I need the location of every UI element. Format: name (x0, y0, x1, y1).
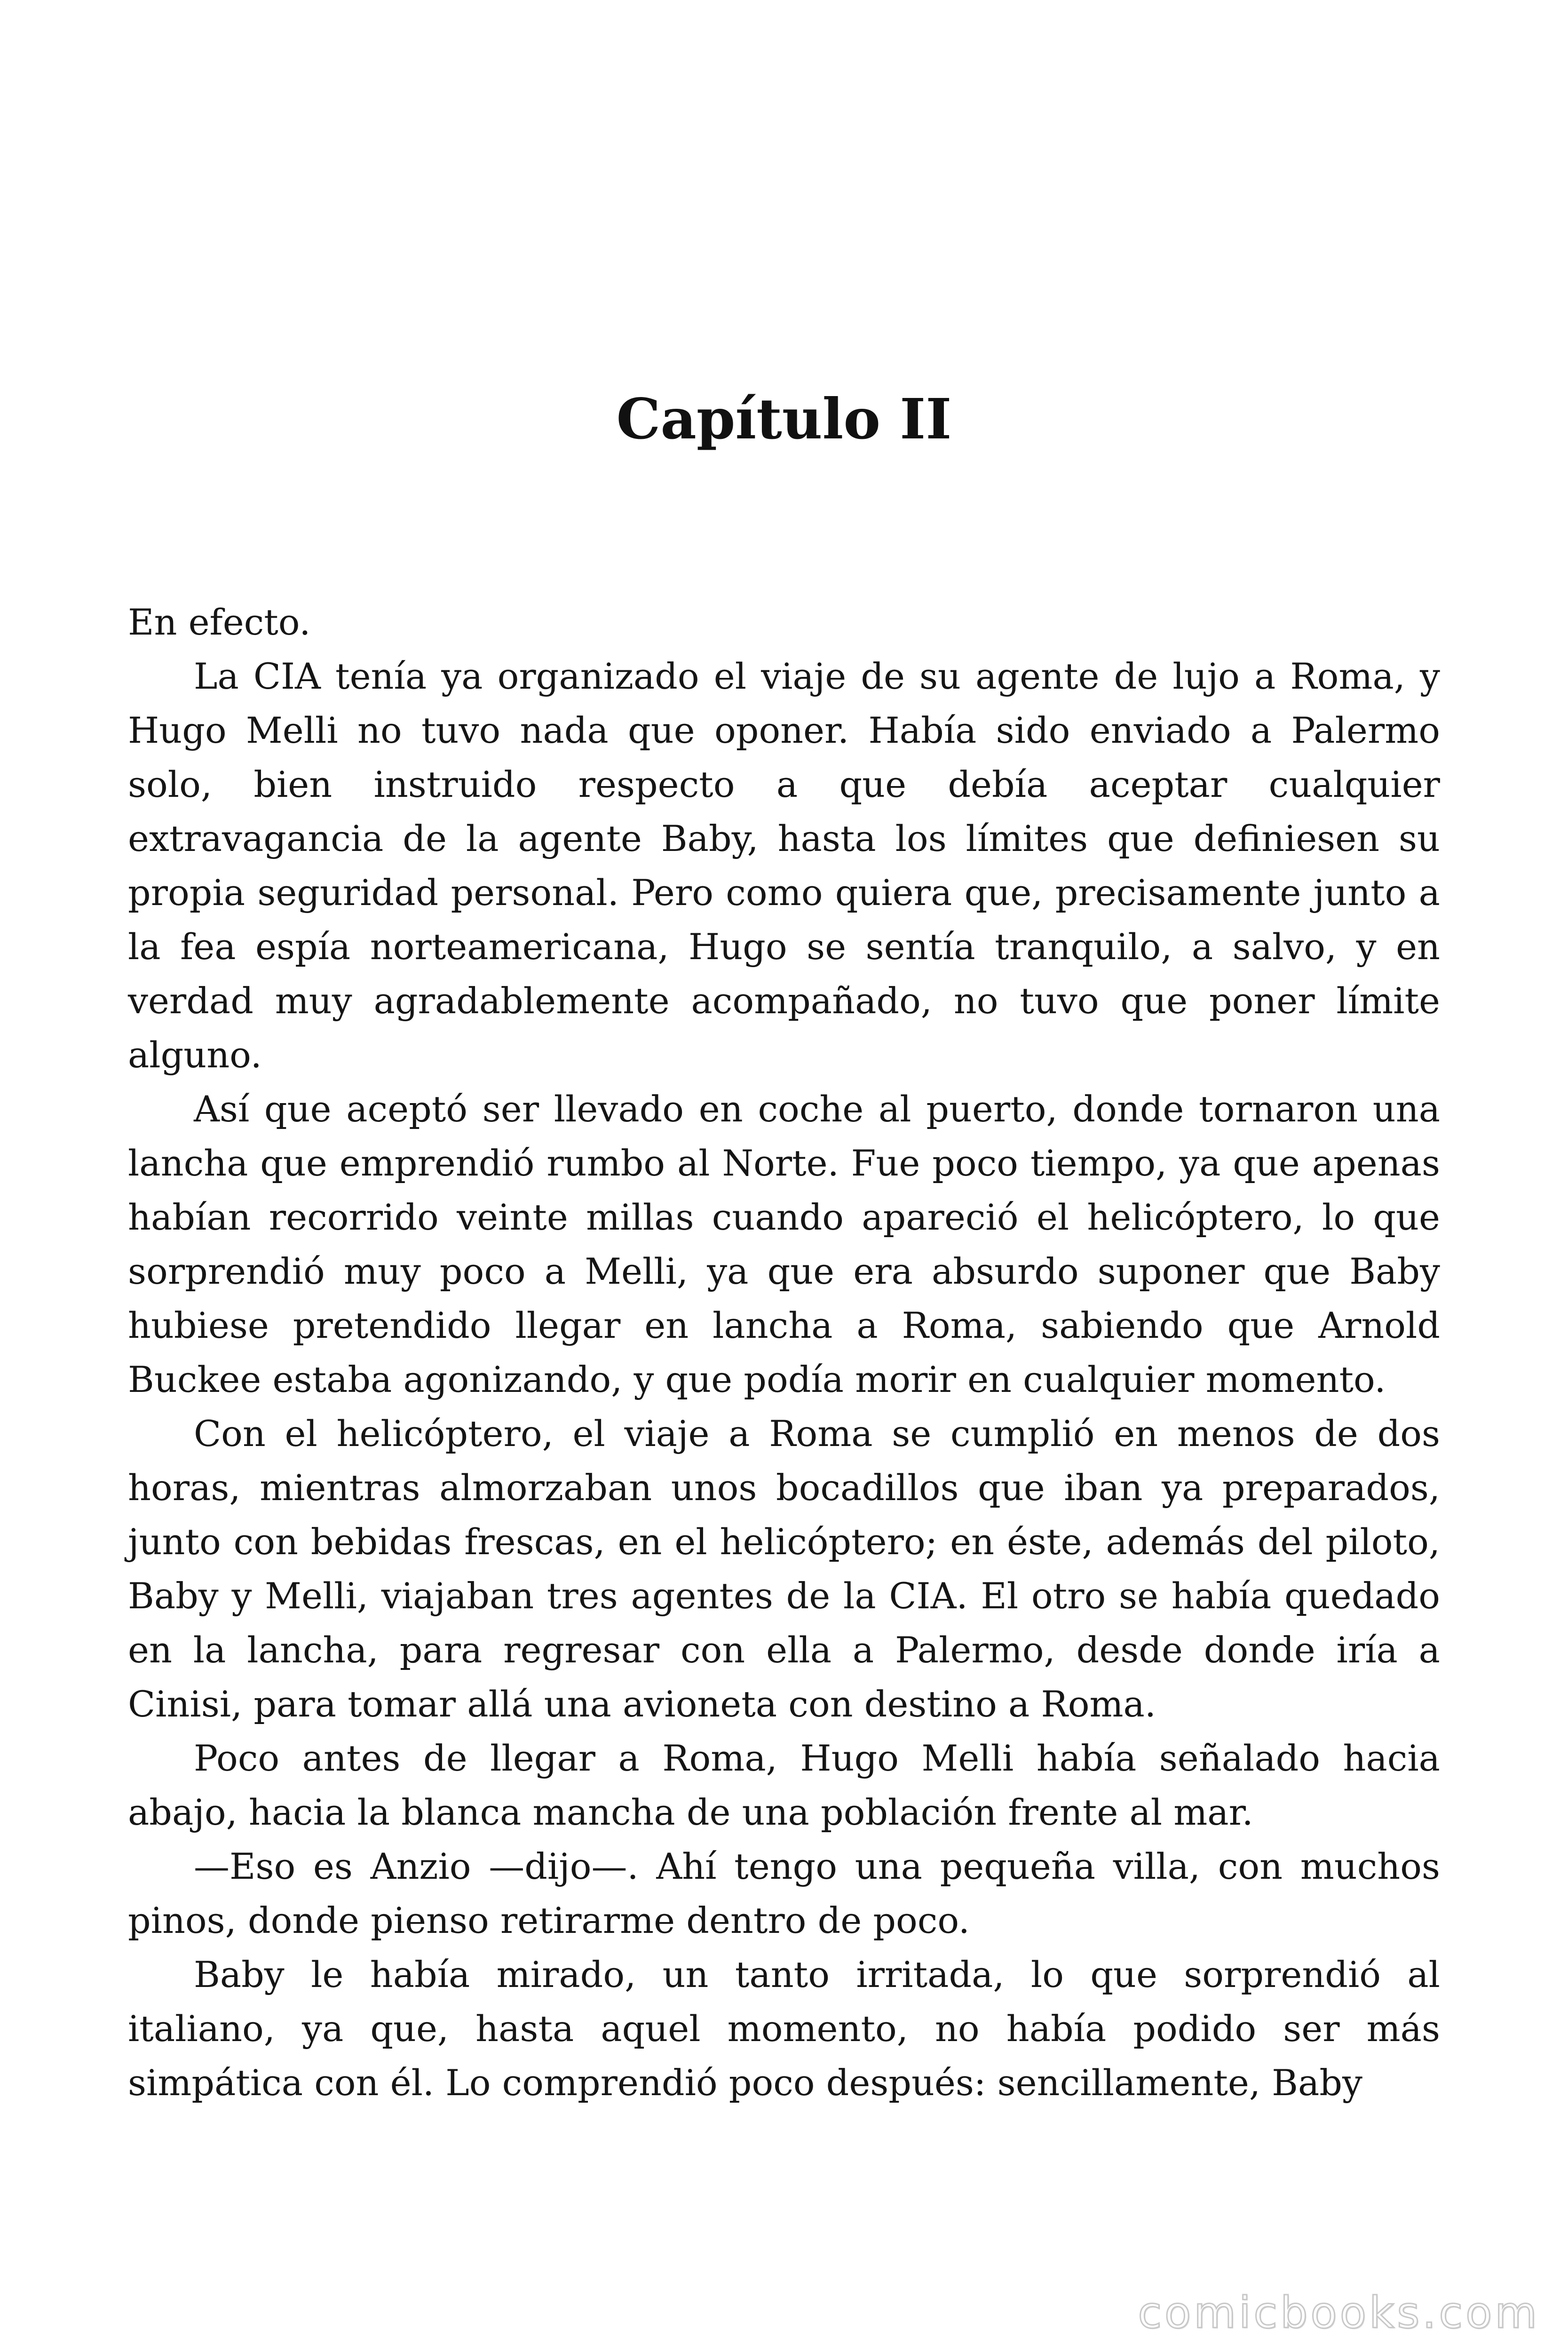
chapter-body (128, 595, 1440, 2110)
chapter-title: Capítulo II (616, 386, 952, 452)
paragraph: Poco antes de llegar a Roma, Hugo Melli había señalado hacia abajo, hacia la blanca mancha de una población frente al mar. (128, 1737, 1440, 1833)
paragraph: Así que aceptó ser llevado en coche al puerto, donde tornaron una lancha que emprendió rumbo al Norte. Fue poco tiempo, ya que apenas habían recorrido veinte millas cuando apareció el helicóptero, lo que sorprendió muy poco a Melli, ya que era absurdo suponer que Baby hubiese pretendido llegar en lancha a Roma, sabiendo que Arnold Buckee estaba agonizando, y que podía morir en cualquier momento. (128, 1088, 1440, 1400)
paragraph: En efecto. (128, 601, 311, 643)
watermark: comicbooks.com (1138, 2288, 1540, 2338)
paragraph: La CIA tenía ya organizado el viaje de su agente de lujo a Roma, y Hugo Melli no tuvo nada que oponer. Había sido enviado a Palermo solo, bien instruido respecto a que debía aceptar cualquier extravagancia de la agente Baby, hasta los límites que definiesen su propia seguridad personal. Pero como quiera que, precisamente junto a la fea espía norteamericana, Hugo se sentía tranquilo, a salvo, y en verdad muy agradablemente acompañado, no tuvo que poner límite alguno. (128, 655, 1440, 1076)
paragraph: Con el helicóptero, el viaje a Roma se cumplió en menos de dos horas, mientras almorzaban unos bocadillos que iban ya preparados, junto con bebidas frescas, en el helicóptero; en éste, además del piloto, Baby y Melli, viajaban tres agentes de la CIA. El otro se había quedado en la lancha, para regresar con ella a Palermo, desde donde iría a Cinisi, para tomar allá una avioneta con destino a Roma. (128, 1413, 1440, 1725)
paragraph: Baby le había mirado, un tanto irritada, lo que sorprendió al italiano, ya que, hasta aquel momento, no había podido ser más simpática con él. Lo comprendió poco después: sencillamente, Baby (128, 1954, 1440, 2104)
paragraph: —Eso es Anzio —dijo—. Ahí tengo una pequeña villa, con muchos pinos, donde pienso retirarme dentro de poco. (128, 1845, 1440, 1941)
